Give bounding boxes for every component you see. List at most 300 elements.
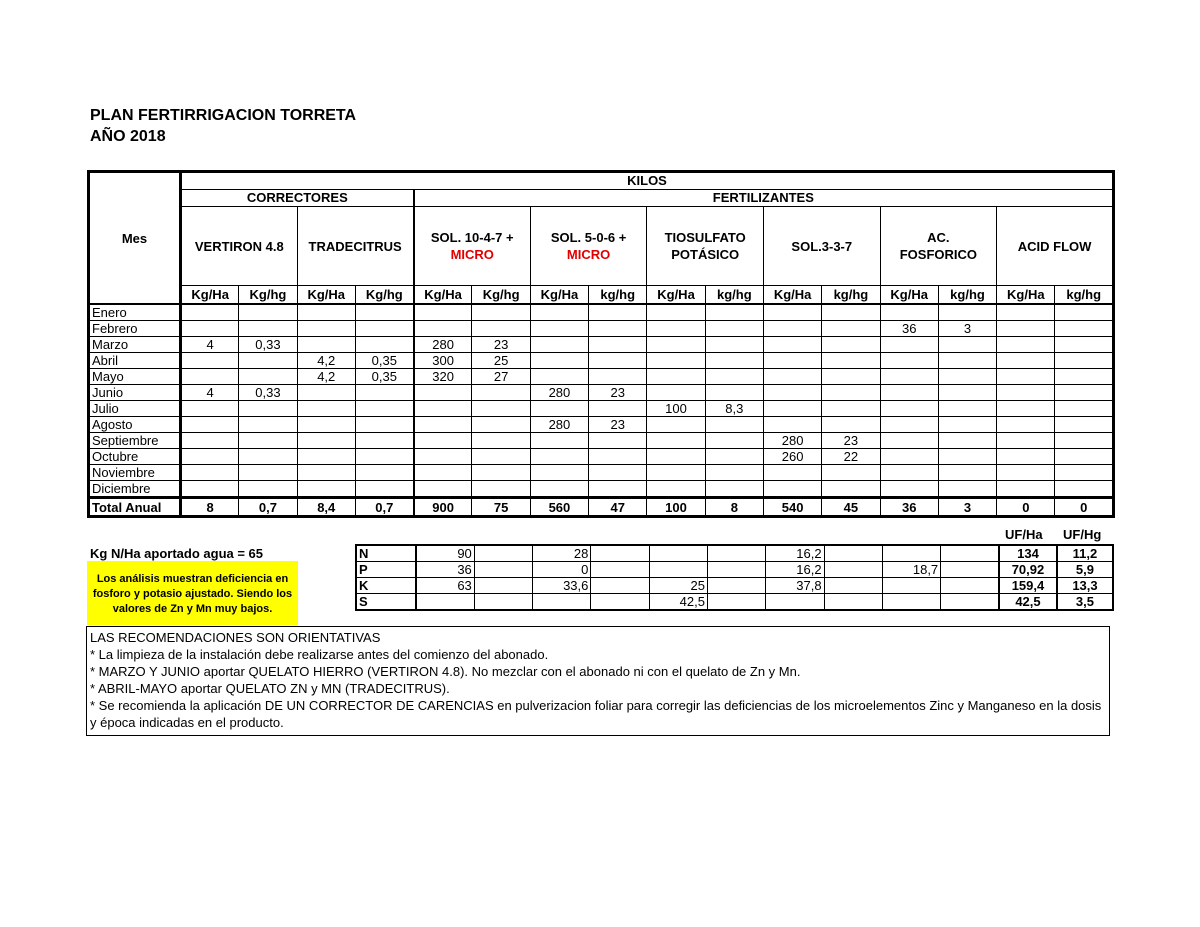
value-cell bbox=[355, 465, 413, 481]
value-cell bbox=[239, 369, 297, 385]
table-row bbox=[89, 304, 1114, 321]
value-cell bbox=[414, 481, 472, 498]
value-cell bbox=[880, 433, 938, 449]
uf-hg-cell: 11,2 bbox=[1057, 545, 1113, 562]
nutrient-row bbox=[356, 578, 1113, 594]
value-cell bbox=[763, 321, 821, 337]
recommendation-line: LAS RECOMENDACIONES SON ORIENTATIVAS bbox=[90, 630, 381, 645]
value-cell: 36 bbox=[880, 321, 938, 337]
nutrient-cell bbox=[941, 578, 999, 594]
value-cell: 23 bbox=[589, 417, 647, 433]
value-cell bbox=[938, 449, 996, 465]
nutrient-label: S bbox=[356, 594, 416, 611]
nutrient-cell bbox=[707, 578, 765, 594]
nutrient-cell: 33,6 bbox=[533, 578, 591, 594]
nutrient-cell bbox=[474, 578, 532, 594]
total-row bbox=[89, 498, 1114, 517]
value-cell bbox=[297, 449, 355, 465]
value-cell bbox=[997, 369, 1055, 385]
total-cell: 75 bbox=[472, 498, 530, 517]
value-cell bbox=[355, 449, 413, 465]
value-cell bbox=[647, 321, 705, 337]
unit-header: kg/hg bbox=[822, 286, 880, 305]
value-cell bbox=[297, 321, 355, 337]
value-cell bbox=[705, 417, 763, 433]
nutrient-cell bbox=[416, 594, 474, 611]
value-cell bbox=[181, 433, 239, 449]
value-cell bbox=[1055, 337, 1114, 353]
product-header-2 bbox=[414, 207, 531, 286]
value-cell bbox=[355, 385, 413, 401]
value-cell bbox=[997, 321, 1055, 337]
value-cell: 320 bbox=[414, 369, 472, 385]
total-cell: 900 bbox=[414, 498, 472, 517]
value-cell bbox=[297, 337, 355, 353]
value-cell bbox=[472, 481, 530, 498]
nutrient-cell: 25 bbox=[649, 578, 707, 594]
value-cell bbox=[880, 417, 938, 433]
value-cell bbox=[938, 385, 996, 401]
total-cell: 36 bbox=[880, 498, 938, 517]
total-cell: 540 bbox=[763, 498, 821, 517]
nutrient-cell bbox=[824, 578, 882, 594]
recommendation-line: * ABRIL-MAYO aportar QUELATO ZN y MN (TRADECITRUS). bbox=[90, 681, 450, 696]
value-cell bbox=[997, 465, 1055, 481]
value-cell: 0,33 bbox=[239, 337, 297, 353]
value-cell: 300 bbox=[414, 353, 472, 369]
table-row bbox=[89, 321, 1114, 337]
value-cell bbox=[997, 449, 1055, 465]
uf-hg-cell: 3,5 bbox=[1057, 594, 1113, 611]
value-cell: 25 bbox=[472, 353, 530, 369]
value-cell bbox=[822, 369, 880, 385]
unit-header: kg/hg bbox=[1055, 286, 1114, 305]
mes-header: Mes bbox=[89, 172, 181, 305]
total-cell: 560 bbox=[530, 498, 588, 517]
value-cell bbox=[647, 465, 705, 481]
value-cell bbox=[822, 304, 880, 321]
value-cell bbox=[880, 481, 938, 498]
total-cell: 0,7 bbox=[239, 498, 297, 517]
value-cell bbox=[1055, 353, 1114, 369]
value-cell bbox=[647, 481, 705, 498]
month-cell: Septiembre bbox=[89, 433, 181, 449]
value-cell bbox=[181, 304, 239, 321]
nutrient-cell bbox=[649, 562, 707, 578]
value-cell: 280 bbox=[530, 417, 588, 433]
table-row bbox=[89, 417, 1114, 433]
value-cell bbox=[297, 417, 355, 433]
product-subname-3: MICRO bbox=[566, 247, 611, 262]
value-cell bbox=[472, 449, 530, 465]
value-cell bbox=[355, 417, 413, 433]
uf-ha-cell: 134 bbox=[999, 545, 1057, 562]
nutrient-label: P bbox=[356, 562, 416, 578]
value-cell bbox=[414, 401, 472, 417]
value-cell bbox=[997, 304, 1055, 321]
product-name-2: SOL. 10-4-7 + bbox=[430, 230, 514, 245]
value-cell bbox=[763, 304, 821, 321]
value-cell bbox=[239, 304, 297, 321]
value-cell bbox=[822, 337, 880, 353]
value-cell bbox=[705, 433, 763, 449]
year-title: AÑO 2018 bbox=[90, 128, 166, 145]
nutrient-cell bbox=[707, 545, 765, 562]
table-row bbox=[89, 481, 1114, 498]
total-cell: 3 bbox=[938, 498, 996, 517]
product-name-7: ACID FLOW bbox=[1017, 238, 1092, 254]
total-cell: 47 bbox=[589, 498, 647, 517]
value-cell bbox=[647, 353, 705, 369]
value-cell bbox=[472, 304, 530, 321]
value-cell bbox=[355, 337, 413, 353]
value-cell bbox=[414, 385, 472, 401]
value-cell bbox=[763, 481, 821, 498]
value-cell bbox=[414, 465, 472, 481]
value-cell bbox=[938, 401, 996, 417]
value-cell bbox=[297, 304, 355, 321]
value-cell bbox=[705, 385, 763, 401]
value-cell: 4,2 bbox=[297, 353, 355, 369]
value-cell bbox=[297, 465, 355, 481]
value-cell bbox=[589, 465, 647, 481]
month-cell: Marzo bbox=[89, 337, 181, 353]
value-cell bbox=[938, 417, 996, 433]
value-cell bbox=[297, 401, 355, 417]
analysis-note: Los análisis muestran deficiencia en fosforo y potasio ajustado. Siendo los valores de Zn y Mn muy bajos. bbox=[87, 561, 298, 625]
value-cell bbox=[822, 385, 880, 401]
value-cell bbox=[239, 465, 297, 481]
value-cell bbox=[763, 385, 821, 401]
product-name-0: VERTIRON 4.8 bbox=[194, 238, 284, 254]
value-cell bbox=[763, 369, 821, 385]
unit-header: Kg/hg bbox=[472, 286, 530, 305]
value-cell bbox=[414, 321, 472, 337]
value-cell bbox=[297, 433, 355, 449]
value-cell bbox=[938, 369, 996, 385]
value-cell bbox=[530, 465, 588, 481]
value-cell bbox=[1055, 369, 1114, 385]
value-cell bbox=[181, 401, 239, 417]
product-name-4: TIOSULFATO bbox=[664, 230, 746, 245]
value-cell bbox=[822, 401, 880, 417]
product-subname-6: FOSFORICO bbox=[899, 247, 977, 262]
value-cell bbox=[181, 353, 239, 369]
value-cell bbox=[997, 337, 1055, 353]
month-cell: Enero bbox=[89, 304, 181, 321]
value-cell: 4 bbox=[181, 337, 239, 353]
value-cell bbox=[938, 337, 996, 353]
value-cell bbox=[1055, 449, 1114, 465]
value-cell: 4,2 bbox=[297, 369, 355, 385]
value-cell: 23 bbox=[822, 433, 880, 449]
value-cell bbox=[1055, 401, 1114, 417]
table-row bbox=[89, 353, 1114, 369]
nutrient-table bbox=[355, 544, 1114, 611]
product-header-4 bbox=[647, 207, 764, 286]
month-cell: Mayo bbox=[89, 369, 181, 385]
value-cell bbox=[181, 369, 239, 385]
value-cell bbox=[239, 321, 297, 337]
value-cell bbox=[763, 337, 821, 353]
product-name-6: AC. bbox=[927, 230, 950, 245]
value-cell: 280 bbox=[763, 433, 821, 449]
value-cell bbox=[1055, 321, 1114, 337]
value-cell bbox=[530, 369, 588, 385]
unit-header: kg/hg bbox=[705, 286, 763, 305]
value-cell bbox=[938, 304, 996, 321]
nutrient-cell: 37,8 bbox=[766, 578, 824, 594]
value-cell bbox=[822, 353, 880, 369]
value-cell bbox=[1055, 417, 1114, 433]
value-cell bbox=[530, 449, 588, 465]
product-header-1 bbox=[297, 207, 414, 286]
value-cell bbox=[997, 401, 1055, 417]
nutrient-cell bbox=[474, 594, 532, 611]
table-row bbox=[89, 449, 1114, 465]
value-cell bbox=[589, 353, 647, 369]
value-cell bbox=[181, 481, 239, 498]
value-cell bbox=[880, 449, 938, 465]
water-nitrogen-note: Kg N/Ha aportado agua = 65 bbox=[90, 546, 264, 561]
value-cell bbox=[938, 465, 996, 481]
value-cell bbox=[938, 481, 996, 498]
nutrient-cell bbox=[882, 578, 940, 594]
value-cell bbox=[414, 304, 472, 321]
page-title: PLAN FERTIRRIGACION TORRETA bbox=[90, 107, 357, 124]
value-cell bbox=[530, 337, 588, 353]
value-cell bbox=[705, 481, 763, 498]
total-cell: 100 bbox=[647, 498, 705, 517]
value-cell bbox=[705, 369, 763, 385]
value-cell bbox=[530, 353, 588, 369]
nutrient-cell bbox=[591, 545, 649, 562]
nutrient-cell: 16,2 bbox=[766, 545, 824, 562]
value-cell bbox=[589, 449, 647, 465]
value-cell bbox=[880, 353, 938, 369]
value-cell bbox=[472, 321, 530, 337]
value-cell bbox=[530, 433, 588, 449]
nutrient-cell bbox=[882, 594, 940, 611]
value-cell bbox=[530, 304, 588, 321]
value-cell: 23 bbox=[589, 385, 647, 401]
nutrient-cell bbox=[941, 562, 999, 578]
kilos-header: KILOS bbox=[181, 172, 1114, 190]
unit-header: Kg/Ha bbox=[181, 286, 239, 305]
unit-header: Kg/Ha bbox=[530, 286, 588, 305]
product-subname-2: MICRO bbox=[450, 247, 494, 262]
total-cell: 0 bbox=[997, 498, 1055, 517]
value-cell bbox=[705, 304, 763, 321]
unit-header: Kg/Ha bbox=[880, 286, 938, 305]
value-cell bbox=[472, 433, 530, 449]
value-cell bbox=[530, 321, 588, 337]
unit-header: Kg/hg bbox=[355, 286, 413, 305]
value-cell bbox=[355, 433, 413, 449]
month-cell: Noviembre bbox=[89, 465, 181, 481]
product-header-0 bbox=[181, 207, 298, 286]
value-cell bbox=[880, 304, 938, 321]
value-cell bbox=[647, 417, 705, 433]
nutrient-cell bbox=[941, 545, 999, 562]
value-cell bbox=[414, 417, 472, 433]
nutrient-cell bbox=[824, 594, 882, 611]
product-header-7 bbox=[997, 207, 1114, 286]
value-cell: 8,3 bbox=[705, 401, 763, 417]
value-cell bbox=[239, 481, 297, 498]
value-cell bbox=[880, 385, 938, 401]
value-cell bbox=[414, 433, 472, 449]
uf-hg-label: UF/Hg bbox=[1063, 527, 1102, 542]
nutrient-label: K bbox=[356, 578, 416, 594]
month-cell: Agosto bbox=[89, 417, 181, 433]
total-label: Total Anual bbox=[89, 498, 181, 517]
nutrient-cell bbox=[591, 578, 649, 594]
nutrient-cell bbox=[707, 594, 765, 611]
month-cell: Diciembre bbox=[89, 481, 181, 498]
value-cell bbox=[997, 481, 1055, 498]
nutrient-cell bbox=[882, 545, 940, 562]
value-cell bbox=[589, 304, 647, 321]
value-cell bbox=[822, 465, 880, 481]
value-cell bbox=[997, 433, 1055, 449]
value-cell: 0,35 bbox=[355, 369, 413, 385]
value-cell bbox=[355, 481, 413, 498]
uf-ha-cell: 42,5 bbox=[999, 594, 1057, 611]
value-cell bbox=[647, 369, 705, 385]
value-cell: 3 bbox=[938, 321, 996, 337]
value-cell bbox=[938, 433, 996, 449]
total-cell: 45 bbox=[822, 498, 880, 517]
unit-header: Kg/Ha bbox=[997, 286, 1055, 305]
nutrient-cell bbox=[591, 594, 649, 611]
value-cell bbox=[239, 449, 297, 465]
value-cell: 22 bbox=[822, 449, 880, 465]
nutrient-row bbox=[356, 562, 1113, 578]
value-cell bbox=[997, 417, 1055, 433]
nutrient-cell bbox=[649, 545, 707, 562]
value-cell: 23 bbox=[472, 337, 530, 353]
value-cell bbox=[589, 321, 647, 337]
value-cell bbox=[822, 321, 880, 337]
table-row bbox=[89, 385, 1114, 401]
value-cell bbox=[763, 401, 821, 417]
unit-header: Kg/hg bbox=[239, 286, 297, 305]
month-cell: Junio bbox=[89, 385, 181, 401]
uf-hg-cell: 5,9 bbox=[1057, 562, 1113, 578]
nutrient-cell bbox=[824, 545, 882, 562]
value-cell bbox=[181, 449, 239, 465]
product-name-1: TRADECITRUS bbox=[308, 238, 402, 254]
value-cell: 4 bbox=[181, 385, 239, 401]
value-cell bbox=[181, 417, 239, 433]
nutrient-row bbox=[356, 594, 1113, 611]
total-cell: 0 bbox=[1055, 498, 1114, 517]
nutrient-cell: 28 bbox=[533, 545, 591, 562]
value-cell bbox=[472, 401, 530, 417]
value-cell: 280 bbox=[530, 385, 588, 401]
value-cell bbox=[472, 385, 530, 401]
table-row bbox=[89, 465, 1114, 481]
nutrient-cell bbox=[474, 545, 532, 562]
product-subname-4: POTÁSICO bbox=[671, 247, 740, 262]
month-cell: Abril bbox=[89, 353, 181, 369]
correctores-header: CORRECTORES bbox=[181, 190, 414, 207]
value-cell bbox=[589, 433, 647, 449]
value-cell bbox=[647, 449, 705, 465]
value-cell: 0,33 bbox=[239, 385, 297, 401]
nutrient-cell bbox=[707, 562, 765, 578]
value-cell bbox=[647, 304, 705, 321]
table-row bbox=[89, 369, 1114, 385]
value-cell bbox=[355, 401, 413, 417]
value-cell bbox=[997, 385, 1055, 401]
value-cell: 260 bbox=[763, 449, 821, 465]
recommendation-line: * Se recomienda la aplicación DE UN CORRECTOR DE CARENCIAS en pulverizacion foliar para corregir las deficiencias de los microelementos Zinc y Manganeso en la dosis y época indicadas en el producto. bbox=[90, 698, 1102, 730]
value-cell bbox=[239, 417, 297, 433]
recommendation-line: * La limpieza de la instalación debe realizarse antes del comienzo del abonado. bbox=[90, 647, 549, 662]
value-cell bbox=[763, 417, 821, 433]
uf-ha-cell: 70,92 bbox=[999, 562, 1057, 578]
nutrient-label: N bbox=[356, 545, 416, 562]
value-cell bbox=[997, 353, 1055, 369]
unit-header: Kg/Ha bbox=[297, 286, 355, 305]
value-cell bbox=[822, 481, 880, 498]
fertilization-table bbox=[87, 170, 1115, 518]
value-cell bbox=[472, 417, 530, 433]
value-cell bbox=[1055, 304, 1114, 321]
table-row bbox=[89, 433, 1114, 449]
product-header-3 bbox=[530, 207, 647, 286]
nutrient-cell: 36 bbox=[416, 562, 474, 578]
nutrient-cell bbox=[941, 594, 999, 611]
value-cell bbox=[1055, 385, 1114, 401]
value-cell bbox=[938, 353, 996, 369]
total-cell: 8 bbox=[705, 498, 763, 517]
product-header-6 bbox=[880, 207, 997, 286]
month-cell: Febrero bbox=[89, 321, 181, 337]
fertilizantes-header: FERTILIZANTES bbox=[414, 190, 1114, 207]
value-cell: 0,35 bbox=[355, 353, 413, 369]
value-cell bbox=[1055, 465, 1114, 481]
uf-ha-label: UF/Ha bbox=[1005, 527, 1043, 542]
unit-header: kg/hg bbox=[589, 286, 647, 305]
value-cell: 100 bbox=[647, 401, 705, 417]
total-cell: 8,4 bbox=[297, 498, 355, 517]
table-row bbox=[89, 401, 1114, 417]
value-cell bbox=[239, 353, 297, 369]
value-cell bbox=[763, 465, 821, 481]
value-cell bbox=[414, 449, 472, 465]
unit-header: Kg/Ha bbox=[763, 286, 821, 305]
total-cell: 0,7 bbox=[355, 498, 413, 517]
unit-header: Kg/Ha bbox=[647, 286, 705, 305]
value-cell bbox=[530, 481, 588, 498]
recommendations-box bbox=[86, 626, 1110, 736]
value-cell bbox=[880, 369, 938, 385]
nutrient-cell: 16,2 bbox=[766, 562, 824, 578]
unit-header: Kg/Ha bbox=[414, 286, 472, 305]
uf-hg-cell: 13,3 bbox=[1057, 578, 1113, 594]
value-cell bbox=[589, 369, 647, 385]
value-cell bbox=[647, 337, 705, 353]
value-cell bbox=[297, 385, 355, 401]
value-cell: 280 bbox=[414, 337, 472, 353]
nutrient-cell bbox=[766, 594, 824, 611]
value-cell bbox=[589, 481, 647, 498]
nutrient-cell: 90 bbox=[416, 545, 474, 562]
value-cell bbox=[880, 465, 938, 481]
